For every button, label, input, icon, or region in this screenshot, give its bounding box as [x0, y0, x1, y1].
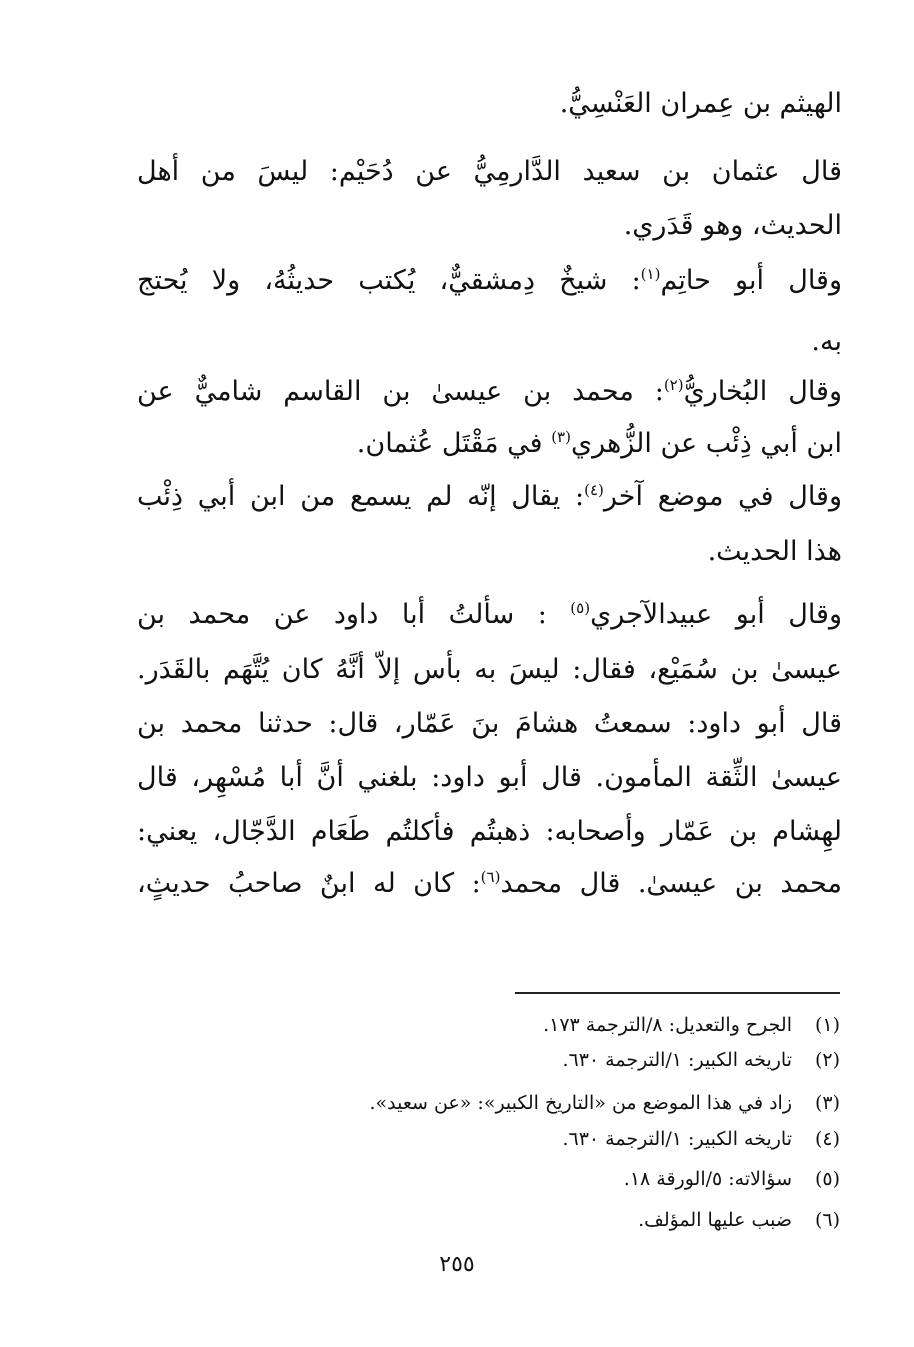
footnote	[562, 1047, 840, 1073]
text-line: هذا الحديث.	[707, 536, 842, 567]
footnote-number: (٤)	[814, 1128, 840, 1150]
text-line: وقال أبو حاتِم$^{(١)}$: شيخٌ دِمشقيٌّ، يُكتب حديثُهُ، ولا يُحتج	[137, 265, 842, 296]
footnote-ref: (٤)	[584, 481, 604, 499]
footnote	[624, 1166, 840, 1192]
footnote-text: الجرح والتعديل: ٨/الترجمة ١٧٣.	[543, 1014, 792, 1036]
footnote-text: سؤالاته: ٥/الورقة ١٨.	[623, 1168, 792, 1190]
text-line: الحديث، وهو قَدَري.	[623, 210, 842, 241]
text-line: به.	[811, 326, 842, 357]
footnote	[369, 1090, 840, 1116]
footnote-text: تاريخه الكبير: ١/الترجمة ٦٣٠.	[562, 1128, 792, 1150]
text-line: عيسىٰ الثِّقة المأمون. قال أبو داود: بلغني أنَّ أبا مُسْهِر، قال	[137, 762, 842, 793]
footnote-number: (٣)	[814, 1092, 840, 1114]
text-line: الهيثم بن عِمران العَنْسِيُّ.	[559, 88, 842, 119]
footnote-ref: (١)	[640, 265, 661, 283]
text-line: محمد بن عيسىٰ. قال محمد$^{(٦)}$: كان له ابنٌ صاحبُ حديثٍ،	[137, 868, 842, 899]
text-line: عيسىٰ بن سُمَيْع، فقال: ليسَ به بأس إلاّ أنَّهُ كان يُتَّهَم بالقَدَر.	[137, 654, 842, 685]
footnote-text: تاريخه الكبير: ١/الترجمة ٦٣٠.	[562, 1049, 792, 1071]
footnote-separator	[515, 992, 840, 994]
footnote-text: ضبب عليها المؤلف.	[638, 1209, 792, 1231]
text-line: ابن أبي ذِئْب عن الزُّهري$^{(٣)}$ في مَقْتَل عُثمان.	[356, 428, 842, 459]
footnote	[543, 1012, 840, 1038]
footnote-ref: (٥)	[570, 599, 591, 617]
footnote-ref: (٣)	[551, 428, 571, 446]
text-line: وقال أبو عبيدالآجري$^{(٥)}$ : سألتُ أبا داود عن محمد بن	[137, 599, 842, 630]
text-line: قال عثمان بن سعيد الدَّارمِيُّ عن دُحَيْم: ليسَ من أهل	[137, 156, 842, 187]
footnote	[638, 1207, 840, 1233]
footnote-number: (٢)	[814, 1049, 840, 1071]
text-line: وقال البُخاريُّ$^{(٢)}$: محمد بن عيسىٰ بن القاسم شاميٌّ عن	[137, 376, 842, 407]
footnote-ref: (٦)	[480, 868, 501, 886]
text-line: وقال في موضع آخر$^{(٤)}$: يقال إنّه لم يسمع من ابن أبي ذِئْب	[137, 481, 842, 512]
footnote-number: (٥)	[814, 1168, 840, 1190]
text-line: لهِشام بن عَمّار وأصحابه: ذهبتُم فأكلتُم طَعَام الدَّجّال، يعني:	[137, 816, 842, 847]
text-line: قال أبو داود: سمعتُ هشامَ بنَ عَمّار، قال: حدثنا محمد بن	[137, 708, 842, 739]
page-number: ٢٥٥	[439, 1252, 475, 1277]
footnote	[562, 1126, 840, 1152]
footnote-number: (١)	[814, 1014, 840, 1036]
footnote-ref: (٢)	[663, 376, 684, 394]
footnote-number: (٦)	[814, 1209, 840, 1231]
footnote-text: زاد في هذا الموضع من «التاريخ الكبير»: «عن سعيد».	[369, 1092, 792, 1114]
